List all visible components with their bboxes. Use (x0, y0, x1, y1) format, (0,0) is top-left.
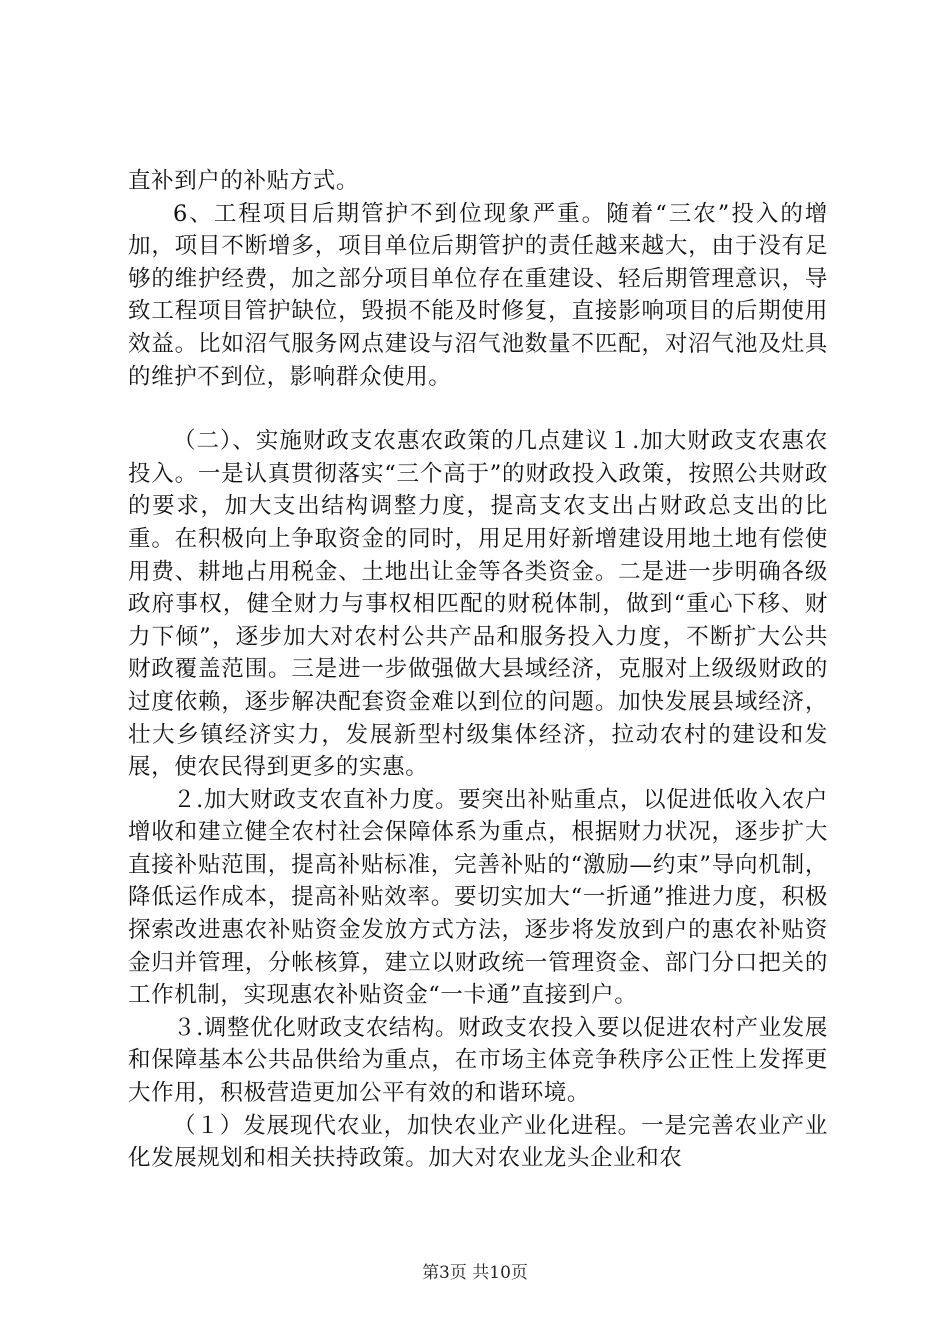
paragraph-5: ３.调整优化财政支农结构。财政支农投入要以促进农村产业发展和保障基本公共品供给为重点，在市场主体竞争秩序公正性上发挥更大作用，积极营造更加公平有效的和谐环境。 (128, 1014, 828, 1107)
document-body (128, 165, 828, 1175)
paragraph-3: （二）、实施财政支农惠农政策的几点建议１.加大财政支农惠农投入。一是认真贯彻落实“三个高于”的财政投入政策，按照公共财政的要求，加大支出结构调整力度，提高支农支出占财政总支出的比重。在积极向上争取资金的同时，用足用好新增建设用地土地有偿使用费、耕地占用税金、土地出让金等各类资金。二是进一步明确各级政府事权，健全财力与事权相匹配的财税体制，做到“重心下移、财力下倾”，逐步加大对农村公共产品和服务投入力度，不断扩大公共财政覆盖范围。三是进一步做强做大县域经济，克服对上级级财政的过度依赖，逐步解决配套资金难以到位的问题。加快发展县域经济，壮大乡镇经济实力，发展新型村级集体经济，拉动农村的建设和发展，使农民得到更多的实惠。 (128, 428, 828, 781)
page-footer: 第3页 共10页 (422, 1263, 528, 1283)
paragraph-6: （１）发展现代农业，加快农业产业化进程。一是完善农业产业化发展规划和相关扶持政策。加大对农业龙头企业和农 (128, 1112, 828, 1172)
paragraph-2: 6、工程项目后期管护不到位现象严重。随着“三农”投入的增加，项目不断增多，项目单位后期管护的责任越来越大，由于没有足够的维护经费，加之部分项目单位存在重建设、轻后期管理意识，导致工程项目管护缺位，毁损不能及时修复，直接影响项目的后期使用效益。比如沼气服务网点建设与沼气池数量不匹配，对沼气池及灶具的维护不到位，影响群众使用。 (128, 200, 828, 390)
paragraph-1: 直补到户的补贴方式。 (128, 168, 360, 194)
paragraph-4: ２.加大财政支农直补力度。要突出补贴重点，以促进低收入农户增收和建立健全农村社会保障体系为重点，根据财力状况，逐步扩大直接补贴范围，提高补贴标准，完善补贴的“激励—约束”导向机制，降低运作成本，提高补贴效率。要切实加大“一折通”推进力度，积极探索改进惠农补贴资金发放方式方法，逐步将发放到户的惠农补贴资金归并管理，分帐核算，建立以财政统一管理资金、部门分口把关的工作机制，实现惠农补贴资金“一卡通”直接到户。 (128, 786, 828, 1009)
